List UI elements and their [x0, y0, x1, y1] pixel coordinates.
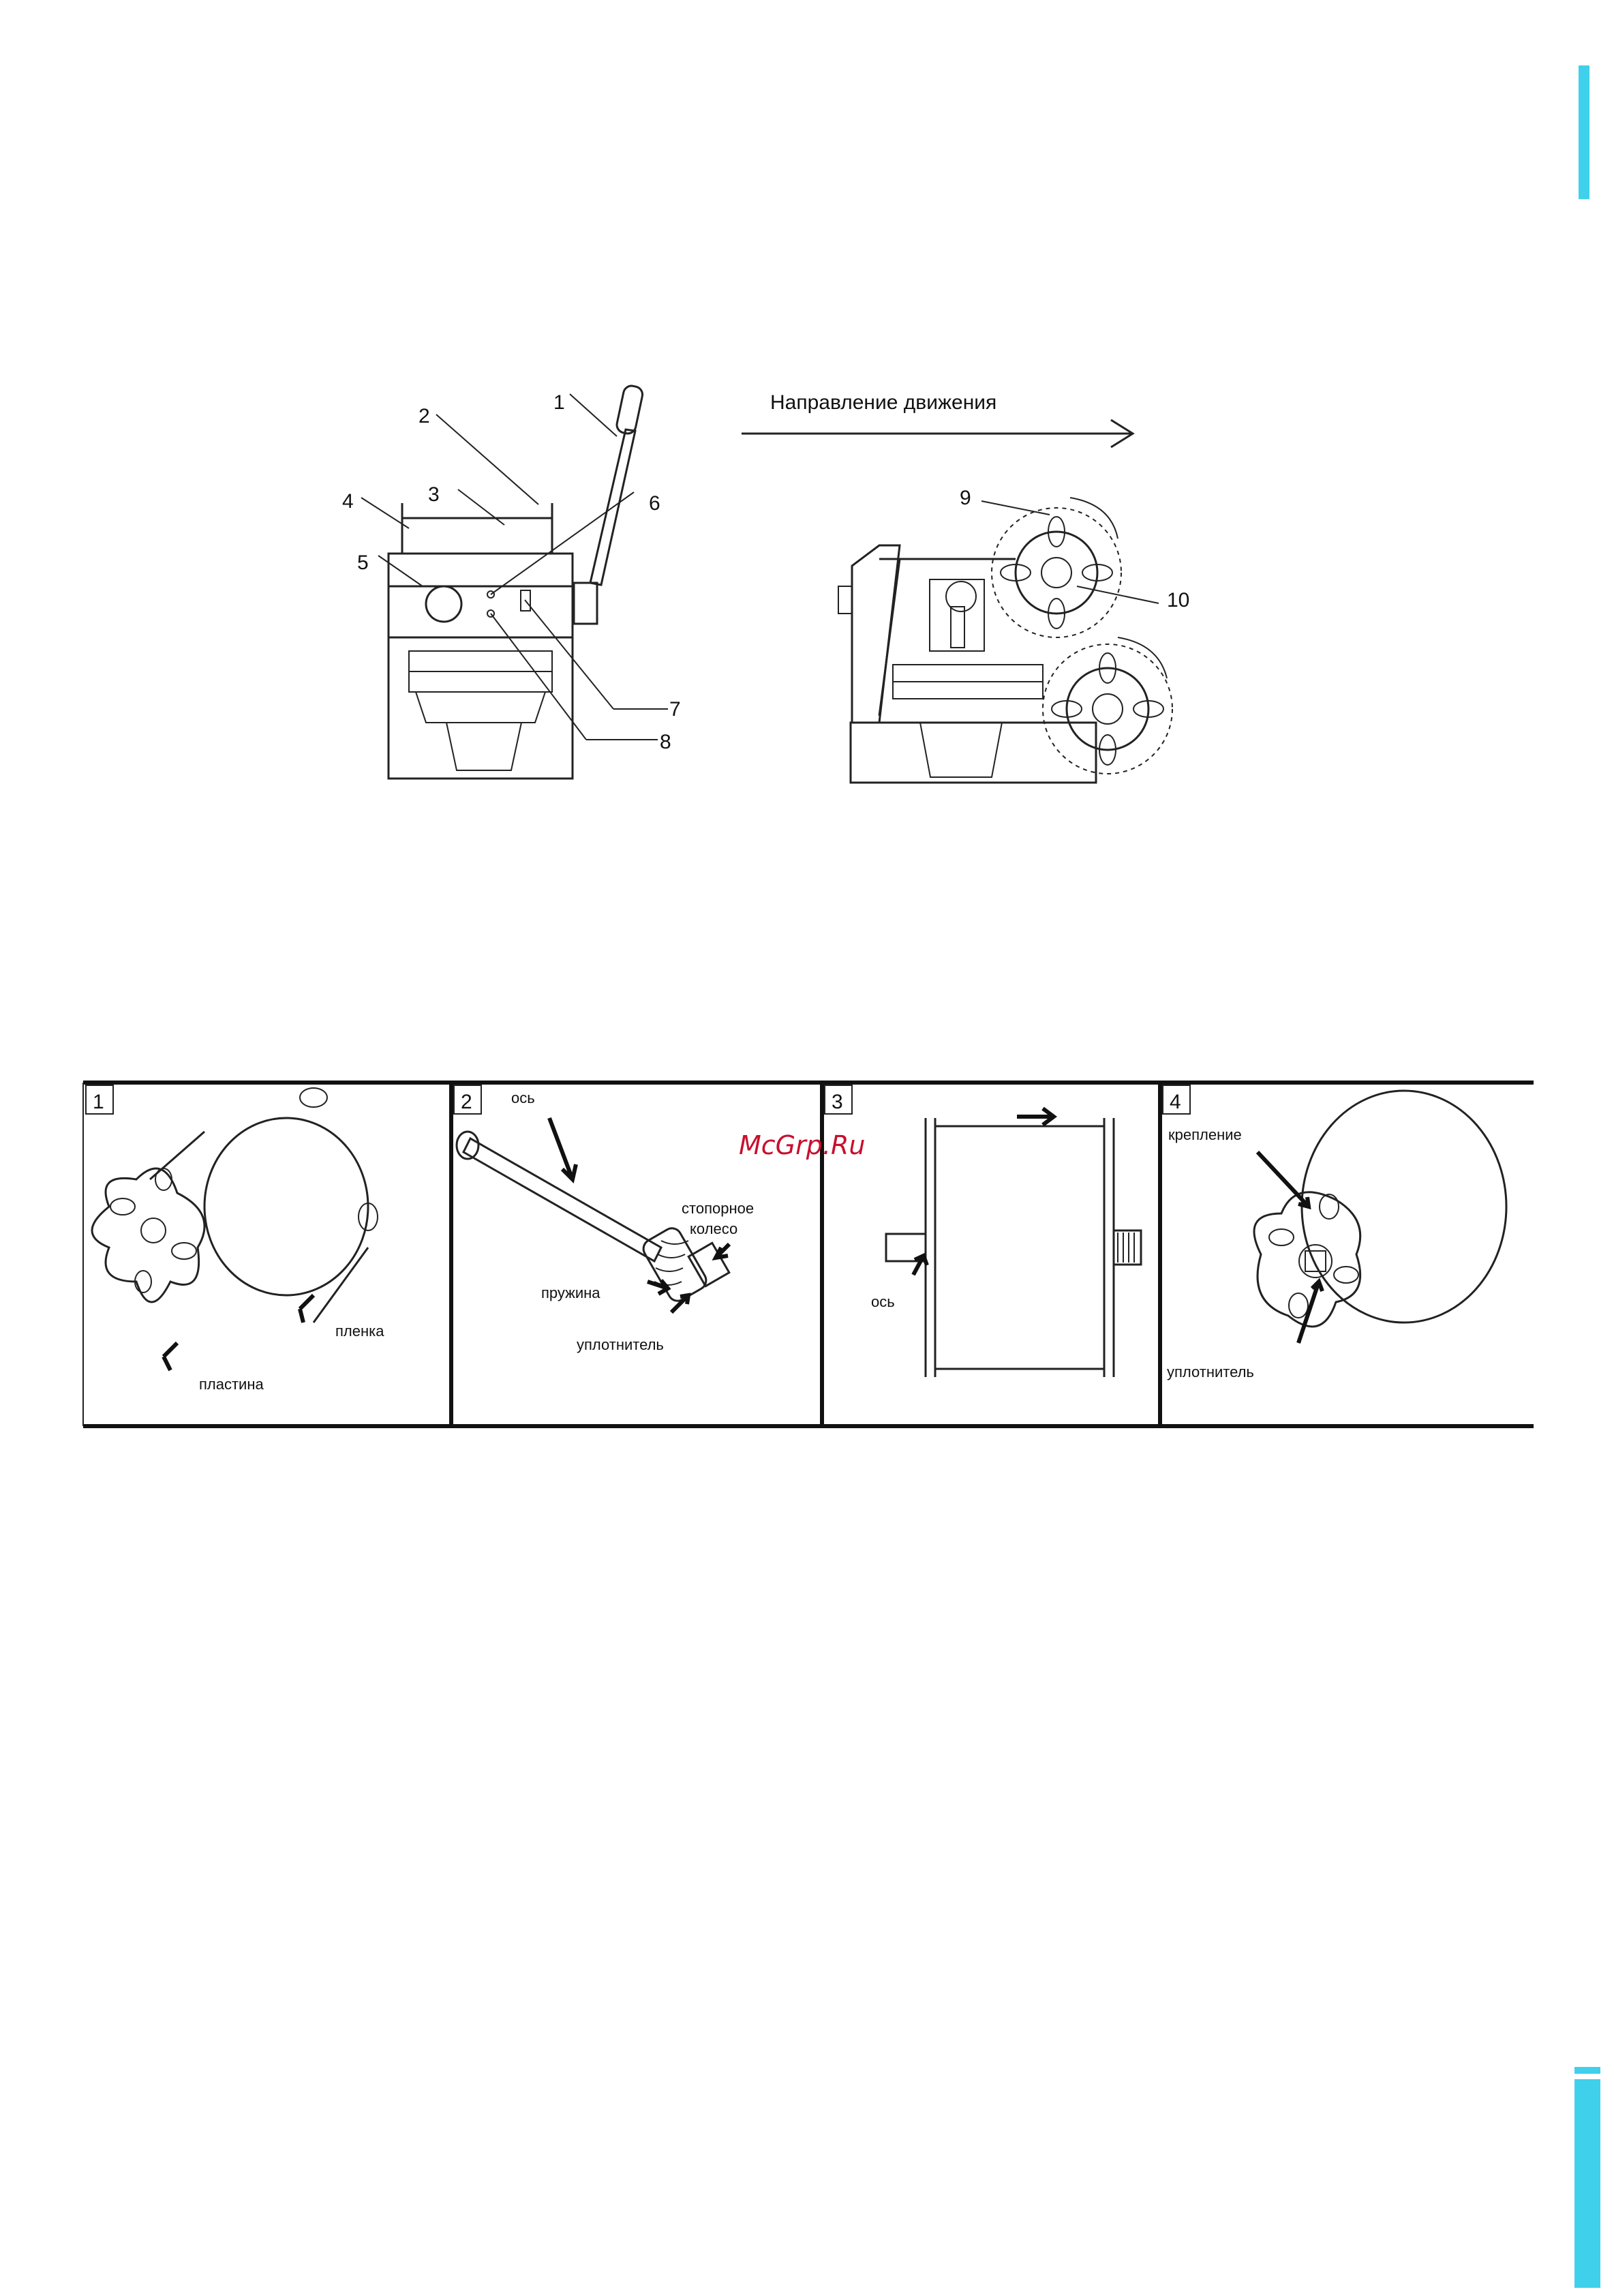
- callout-8: 8: [660, 731, 671, 753]
- accent-bar-bottom-cap: [1574, 2067, 1600, 2074]
- callout-3: 3: [428, 483, 440, 506]
- panel-1-label-plate: пластина: [199, 1376, 264, 1393]
- panel-2-number: 2: [461, 1091, 472, 1113]
- panel-4-label-seal: уплотнитель: [1167, 1363, 1254, 1380]
- panel-1-label-film: пленка: [335, 1323, 384, 1340]
- panel-4-label-mount: крепление: [1168, 1126, 1242, 1143]
- callout-10: 10: [1167, 589, 1190, 611]
- panel-3-reel: [886, 1108, 1141, 1377]
- panel-2-label-seal: уплотнитель: [577, 1336, 664, 1353]
- panel-2-label-spring: пружина: [541, 1284, 600, 1301]
- panel-1-number: 1: [93, 1091, 104, 1113]
- direction-arrow: [742, 420, 1133, 447]
- front-view: [361, 384, 668, 779]
- callout-2: 2: [418, 405, 430, 427]
- machine-diagram: [0, 0, 1614, 886]
- callout-1: 1: [553, 391, 565, 414]
- watermark: McGrp.Ru: [739, 1130, 866, 1160]
- direction-label: Направление движения: [770, 391, 997, 414]
- panel-3-label-axis: ось: [871, 1293, 895, 1310]
- panel-2-label-stop-wheel-2: колесо: [690, 1220, 738, 1237]
- callout-6: 6: [649, 492, 660, 515]
- callout-9: 9: [960, 487, 971, 509]
- accent-bar-bottom: [1574, 2079, 1600, 2288]
- panel-3-number: 3: [832, 1091, 843, 1113]
- panel-4-number: 4: [1170, 1091, 1181, 1113]
- panel-2-label-stop-wheel-1: стопорное: [682, 1200, 755, 1217]
- callout-7: 7: [669, 698, 681, 721]
- callout-5: 5: [357, 552, 369, 574]
- panel-4-reel: [1254, 1091, 1506, 1343]
- callout-4: 4: [342, 490, 354, 513]
- panel-2-label-axis: ось: [511, 1089, 535, 1106]
- side-view: [838, 498, 1172, 783]
